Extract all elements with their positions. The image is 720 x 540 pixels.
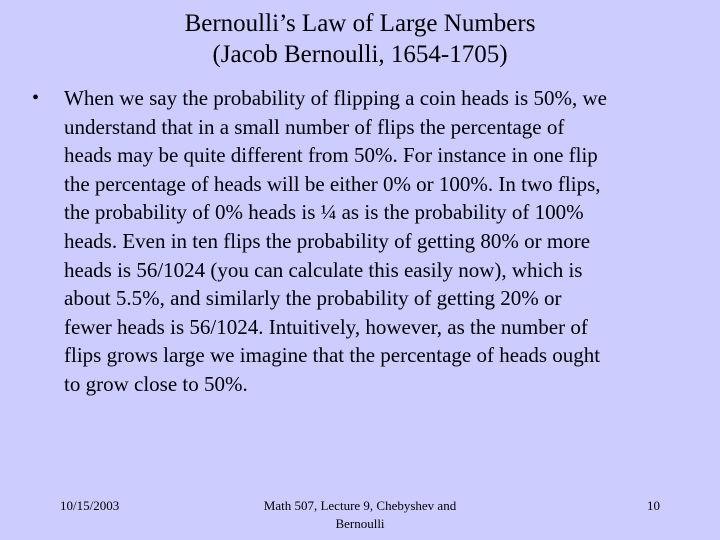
- footer-course-title: [240, 497, 480, 533]
- bullet-line: heads may be quite different from 50%. For instance in one flip: [64, 143, 598, 168]
- bullet-line: heads is 56/1024 (you can calculate this easily now), which is: [64, 257, 583, 282]
- slide-title: [60, 8, 660, 70]
- bullet-line: fewer heads is 56/1024. Intuitively, however, as the number of: [64, 314, 588, 339]
- bullet-text: [64, 84, 692, 399]
- bullet-line: When we say the probability of flipping a coin heads is 50%, we: [64, 86, 607, 110]
- bullet-line: heads. Even in ten flips the probability of getting 80% or more: [64, 228, 591, 253]
- bullet-line: to grow close to 50%.: [64, 371, 248, 396]
- footer-course-line-2: Bernoulli: [335, 516, 385, 531]
- bullet-line: the percentage of heads will be either 0% or 100%. In two flips,: [64, 171, 601, 196]
- bullet-line: flips grows large we imagine that the percentage of heads ought: [64, 343, 601, 368]
- footer-page-number: 10: [647, 498, 660, 513]
- bullet-item: [32, 84, 692, 399]
- footer-course-line-1: Math 507, Lecture 9, Chebyshev and: [263, 498, 457, 513]
- bullet-line: about 5.5%, and similarly the probability of getting 20% or: [64, 286, 562, 311]
- title-line-2: (Jacob Bernoulli, 1654-1705): [212, 41, 508, 68]
- bullet-line: understand that in a small number of flips the percentage of: [64, 114, 565, 139]
- bullet-line: the probability of 0% heads is ¼ as is the probability of 100%: [64, 200, 584, 225]
- title-line-1: Bernoulli’s Law of Large Numbers: [184, 10, 536, 37]
- bullet-marker: •: [32, 87, 40, 109]
- footer-date: 10/15/2003: [60, 498, 120, 513]
